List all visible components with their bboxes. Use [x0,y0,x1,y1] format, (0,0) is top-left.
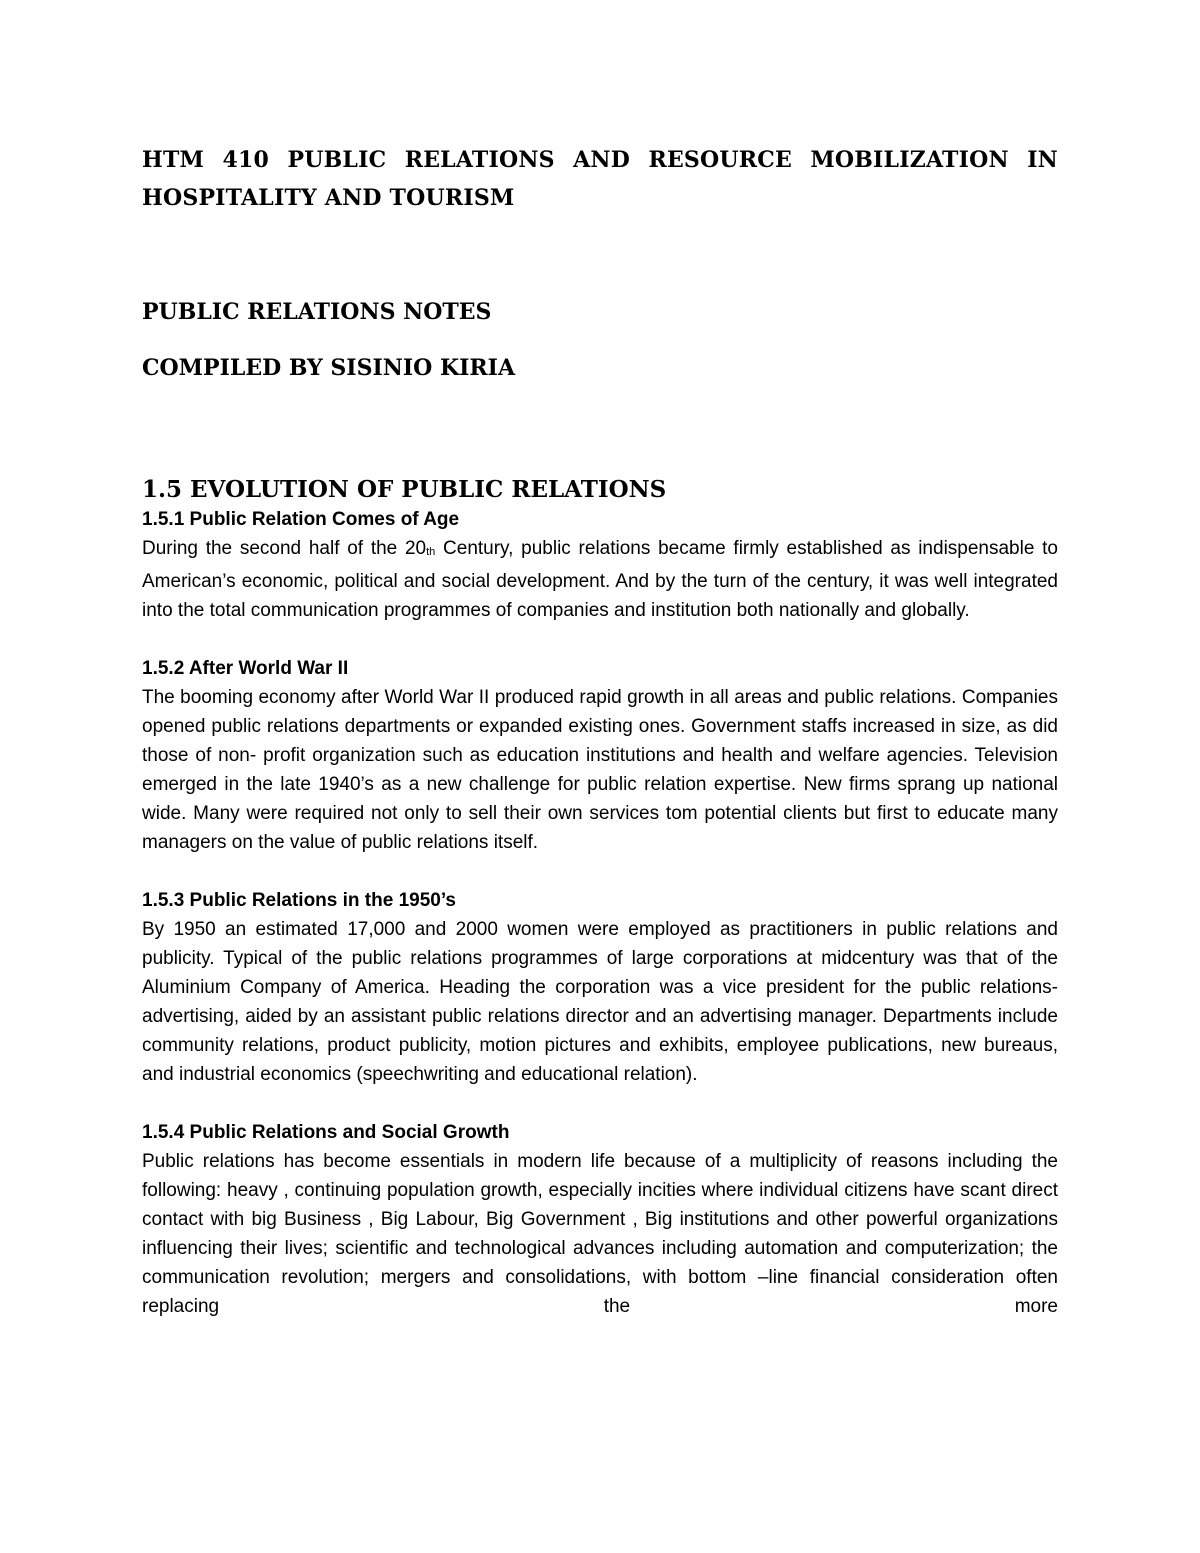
subsection-heading: 1.5.2 After World War II [142,658,349,679]
subsection-body [142,534,1058,625]
subsection-heading: 1.5.3 Public Relations in the 1950’s [142,890,456,911]
subsection-body: Public relations has become essentials in modern life because of a multiplicity of reasons including the following: heavy , continuing population growth, especially incities where individual citizens have scant direct contact with big Business , Big Labour, Big Government , Big institutions and other powerful organizations influencing their lives; scientific and technological advances including automation and computerization; the communication revolution; mergers and consolidations, with bottom –line financial consideration often replacing the more [142,1151,1058,1317]
notes-title: PUBLIC RELATIONS NOTES [142,299,492,325]
subsection-1-5-3 [142,886,1058,1089]
subsection-1-5-4 [142,1118,1058,1321]
document-title: HTM 410 PUBLIC RELATIONS AND RESOURCE MOBILIZATION IN HOSPITALITY AND TOURISM [142,147,1058,211]
subsection-heading: 1.5.4 Public Relations and Social Growth [142,1122,510,1143]
compiled-by: COMPILED BY SISINIO KIRIA [142,355,516,381]
subsection-body: The booming economy after World War II produced rapid growth in all areas and public relations. Companies opened public relations departments or expanded existing ones. Government staffs increased in size, as did those of non- profit organization such as education institutions and health and welfare agencies. Television emerged in the late 1940’s as a new challenge for public relation expertise. New firms sprang up national wide. Many were required not only to sell their own services tom potential clients but first to educate many managers on the value of public relations itself. [142,687,1058,853]
body-text-start: During the second half of the 20 [142,538,427,559]
subsection-1-5-2 [142,654,1058,857]
subsection-heading: 1.5.1 Public Relation Comes of Age [142,509,460,530]
body-text-end: Century, public relations became firmly established as indispensable to American’s economic, political and social development. And by the turn of the century, it was well integrated into the total communication programmes of companies and institution both nationally and globally. [142,538,1058,621]
document-page [142,141,1058,1321]
subsection-1-5-1 [142,505,1058,625]
section-heading: 1.5 EVOLUTION OF PUBLIC RELATIONS [142,476,667,503]
subsection-body: By 1950 an estimated 17,000 and 2000 women were employed as practitioners in public relations and publicity. Typical of the public relations programmes of large corporations at midcentury was that of the Aluminium Company of America. Heading the corporation was a vice president for the public relations- advertising, aided by an assistant public relations director and an advertising manager. Departments include community relations, product publicity, motion pictures and exhibits, employee publications, new bureaus, and industrial economics (speechwriting and educational relation). [142,919,1058,1085]
ordinal-suffix: th [426,546,436,558]
